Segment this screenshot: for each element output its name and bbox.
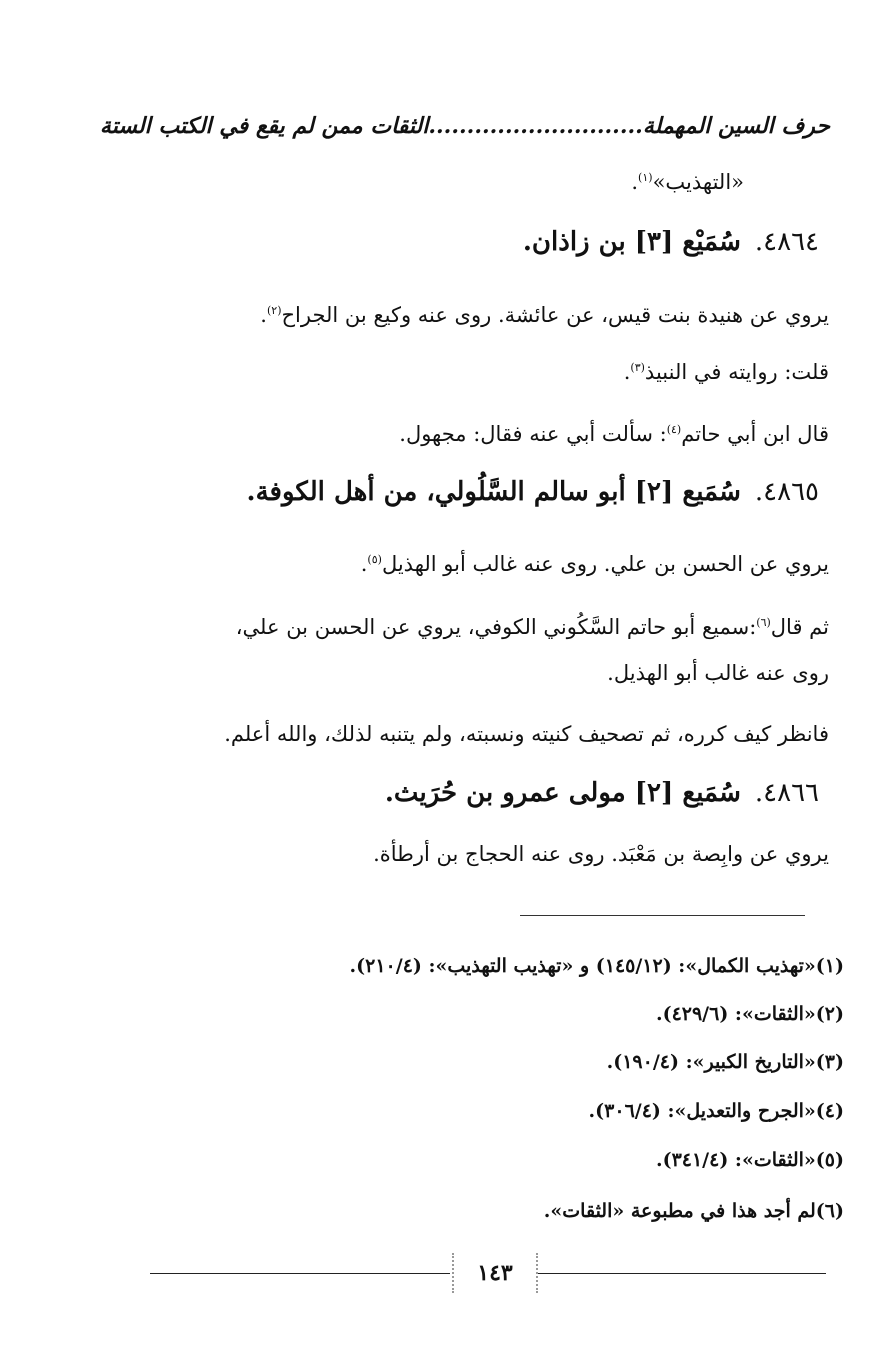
entry-name: سُمَيع [٢] أبو سالم السَّلُولي، من أهل الكوفة.: [246, 477, 741, 507]
entry-number: ٤٨٦٦.: [754, 778, 819, 808]
entry-heading-4865: [247, 468, 819, 516]
entry-heading-4866: [385, 769, 819, 817]
header-book-title: الثقات ممن لم يقع في الكتب الستة: [99, 113, 429, 139]
footnote-4: (٤)«الجرح والتعديل»: (٣٠٦/٤).: [588, 1100, 844, 1122]
entry-text-line: يروي عن هنيدة بنت قيس، عن عائشة. روى عنه وكيع بن الجراح$^{(٢)}$.: [260, 303, 829, 327]
entry-text-line: روى عنه غالب أبو الهذيل.: [607, 661, 829, 685]
footnote-ref: (٥): [367, 553, 382, 566]
footnote-ref: (٤): [666, 423, 682, 436]
entry-text-line: يروي عن الحسن بن علي. روى عنه غالب أبو الهذيل$^{(٥)}$.: [360, 552, 829, 576]
entry-text-line: قال ابن أبي حاتم$^{(٤)}$: سألت أبي عنه فقال: مجهول.: [399, 422, 829, 446]
entry-number: ٤٨٦٥.: [754, 477, 819, 507]
footnote-ref: (٦): [756, 616, 771, 629]
footnote-separator: [520, 915, 805, 916]
entry-number: ٤٨٦٤.: [754, 227, 819, 257]
footnote-ref: (٣): [630, 361, 645, 374]
entry-heading-4864: [523, 218, 819, 266]
footnote-1: (١)«تهذيب الكمال»: (١٤٥/١٢) و «تهذيب التهذيب»: (٢١٠/٤).: [349, 955, 844, 977]
footnote-2: (٢)«الثقات»: (٤٢٩/٦).: [655, 1003, 844, 1025]
entry-text-line: يروي عن وابِصة بن مَعْبَد. روى عنه الحجاج بن أرطأة.: [373, 842, 829, 866]
footnote-5: (٥)«الثقات»: (٣٤١/٤).: [655, 1149, 844, 1171]
header-dots: ............................: [428, 113, 643, 139]
entry-name: سُمَيع [٢] مولى عمرو بن حُرَيث.: [384, 778, 741, 808]
entry-text-line: قلت: روايته في النبيذ$^{(٣)}$.: [623, 360, 829, 384]
footer-rule-left: [150, 1273, 450, 1274]
footer-rule-right: [536, 1273, 826, 1274]
footnote-3: (٣)«التاريخ الكبير»: (١٩٠/٤).: [606, 1051, 844, 1073]
footnote-ref: (١): [638, 171, 653, 184]
footnote-ref: (٢): [266, 304, 282, 317]
page-number: ١٤٣: [452, 1253, 538, 1293]
entry-name: سُمَيْع [٣] بن زاذان.: [522, 227, 741, 257]
continued-line: «التهذيب»$^{(١)}$.: [631, 170, 744, 194]
running-header: [99, 96, 830, 156]
header-section-title: حرف السين المهملة: [642, 113, 830, 139]
entry-text-line: ثم قال$^{(٦)}$:سميع أبو حاتم السَّكُوني الكوفي، يروي عن الحسن بن علي،: [235, 615, 829, 639]
footnote-6: (٦)لم أجد هذا في مطبوعة «الثقات».: [543, 1200, 844, 1222]
entry-text-line: فانظر كيف كرره، ثم تصحيف كنيته ونسبته، ولم يتنبه لذلك، والله أعلم.: [224, 722, 829, 746]
